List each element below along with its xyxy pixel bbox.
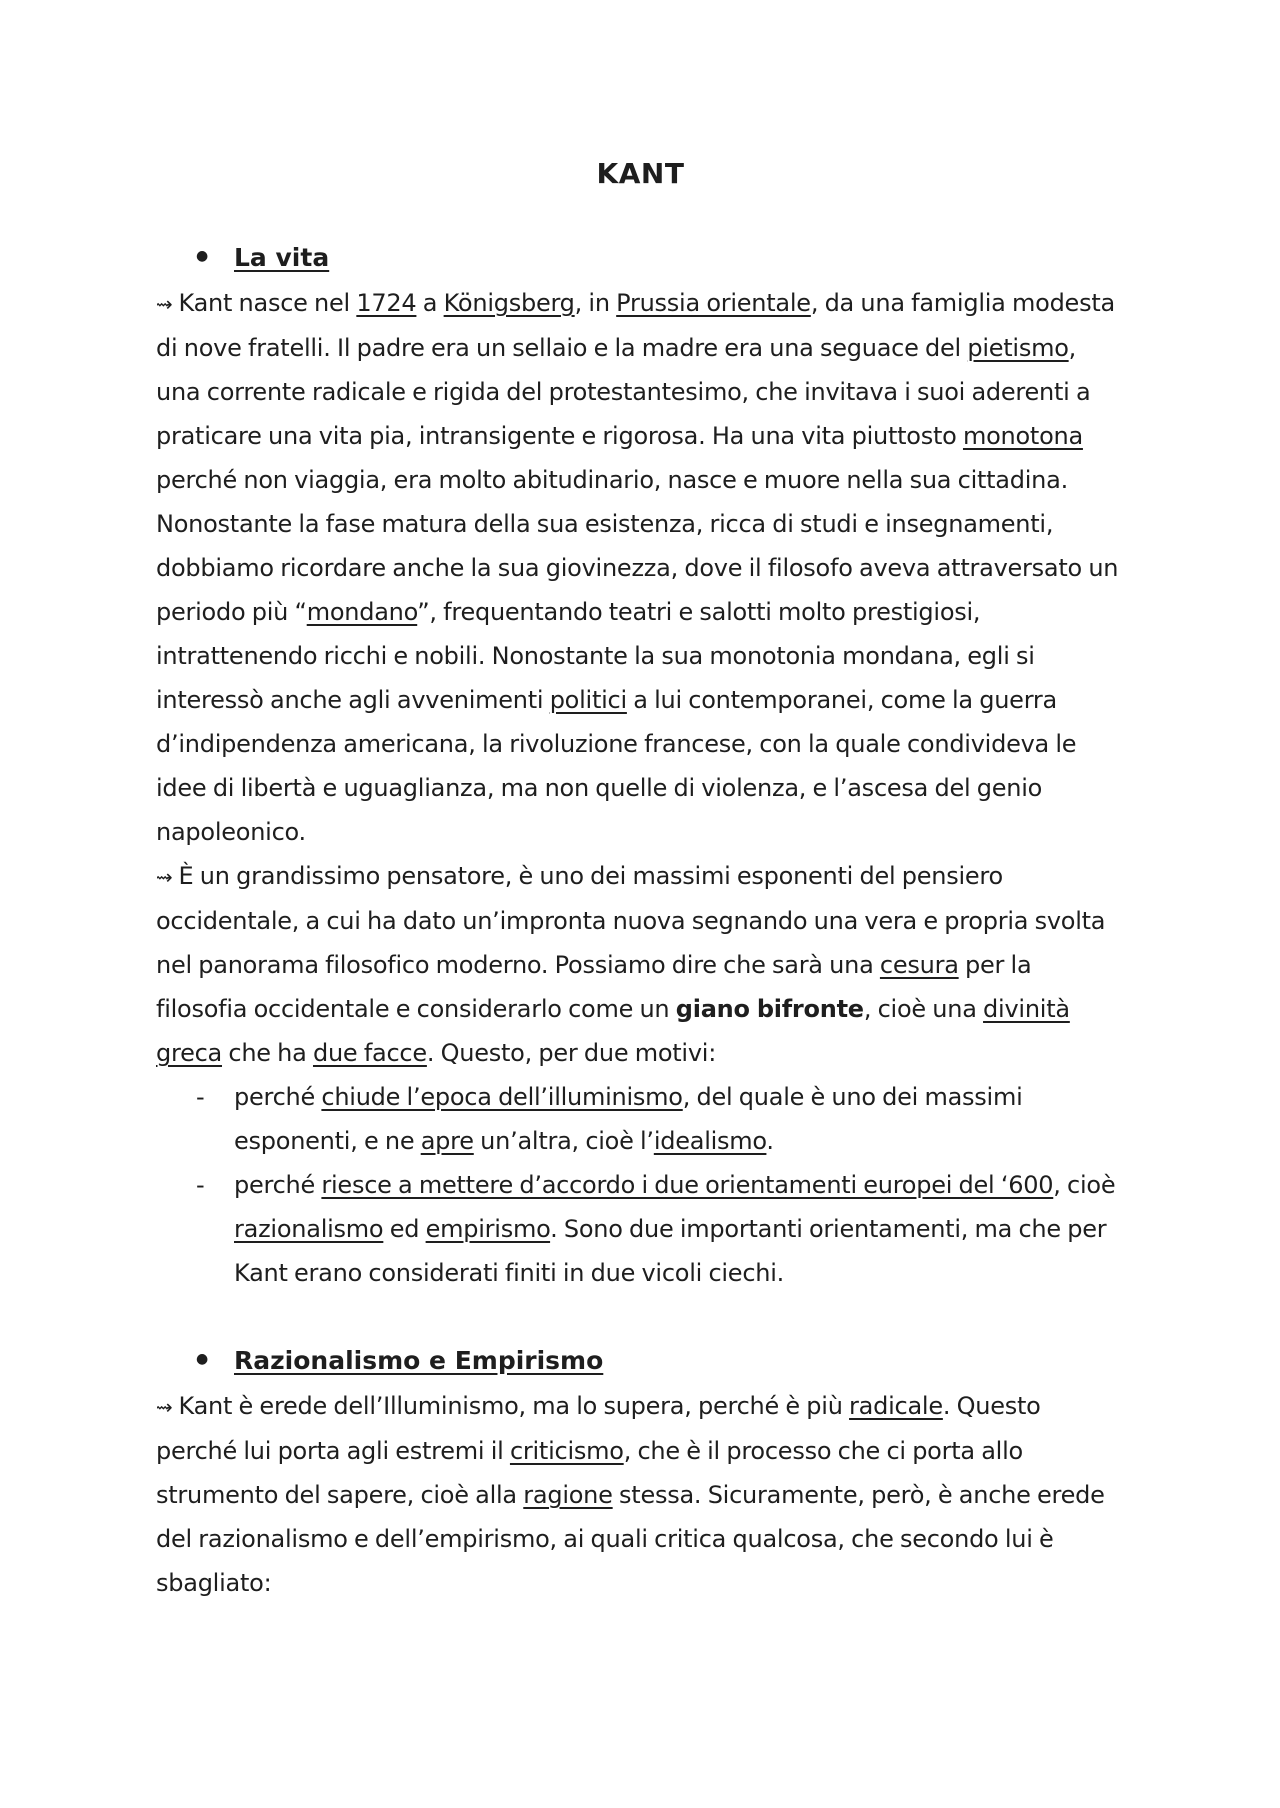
spacer: [156, 1295, 1125, 1339]
arrow-icon: ⇝: [156, 1395, 173, 1419]
text-run: perché non viaggia, era molto abitudinario, nasce e muore nella sua cittadina. Nonostante la fase matura della sua esistenza, ricca di studi e insegnamenti, dobbiamo ricordare anche la sua giovinezza, dove il filosofo aveva attraversato un periodo più “: [156, 466, 1119, 626]
underlined-text: radicale: [849, 1392, 943, 1420]
text-run: a lui contemporanei, come la guerra d’indipendenza americana, la rivoluzione francese, con la quale condivideva le idee di libertà e uguaglianza, ma non quelle di violenza, e l’ascesa del genio napoleonico.: [156, 686, 1077, 846]
list-item: [156, 1075, 1125, 1163]
bold-text: giano bifronte: [675, 995, 864, 1023]
text-run: ”, frequentando teatri e salotti molto prestigiosi, intrattenendo ricchi e nobili. Nonostante la sua monotonia mondana, egli si interessò anche agli avvenimenti: [156, 598, 1035, 714]
underlined-text: divinità greca: [156, 995, 1070, 1067]
underlined-text: cesura: [879, 951, 959, 979]
text-run: , cioè una: [863, 995, 984, 1023]
arrow-icon: ⇝: [156, 865, 173, 889]
text-run: Kant è erede dell’Illuminismo, ma lo supera, perché è più: [178, 1392, 850, 1420]
underlined-text: razionalismo: [234, 1215, 384, 1243]
text-run: a: [416, 289, 444, 317]
bullet-icon: ●: [196, 1351, 209, 1367]
underlined-text: empirismo: [425, 1215, 551, 1243]
text-run: . Questo perché lui porta agli estremi il: [156, 1392, 1041, 1465]
section-heading-la-vita: [156, 236, 1125, 281]
dash-icon: -: [196, 1171, 205, 1199]
underlined-text: chiude l’epoca dell’illuminismo: [321, 1083, 683, 1111]
text-run: . Questo, per due motivi:: [426, 1039, 717, 1067]
section-heading-text: Razionalismo e Empirismo: [234, 1346, 604, 1375]
underlined-text: ragione: [523, 1481, 613, 1509]
text-run: .: [766, 1127, 774, 1155]
underlined-text: idealismo: [653, 1127, 767, 1155]
underlined-text: mondano: [306, 598, 418, 626]
text-run: , del quale è uno dei massimi esponenti, e ne: [234, 1083, 1023, 1155]
paragraph: [156, 281, 1125, 854]
text-run: stessa. Sicuramente, però, è anche erede del razionalismo e dell’empirismo, ai quali critica qualcosa, che secondo lui è sbagliato:: [156, 1481, 1105, 1597]
section-heading-razionalismo-empirismo: [156, 1339, 1125, 1384]
bullet-icon: ●: [196, 248, 209, 264]
text-run: un’altra, cioè l’: [473, 1127, 654, 1155]
underlined-text: 1724: [356, 289, 417, 317]
text-run: , da una famiglia modesta di nove fratelli. Il padre era un sellaio e la madre era una seguace del: [156, 289, 1115, 362]
text-run: È un grandissimo pensatore, è uno dei massimi esponenti del pensiero occidentale, a cui ha dato un’impronta nuova segnando una vera e propria svolta nel panorama filosofico moderno. Possiamo dire che sarà una: [156, 862, 1106, 979]
underlined-text: riesce a mettere d’accordo i due orientamenti europei del ‘600: [321, 1171, 1054, 1199]
text-run: ed: [383, 1215, 426, 1243]
underlined-text: criticismo: [509, 1437, 624, 1465]
text-run: , in: [574, 289, 617, 317]
text-run: per la filosofia occidentale e considerarlo come un: [156, 951, 1032, 1023]
text-run: , che è il processo che ci porta allo strumento del sapere, cioè alla: [156, 1437, 1023, 1509]
text-run: . Sono due importanti orientamenti, ma che per Kant erano considerati finiti in due vicoli ciechi.: [234, 1215, 1107, 1287]
underlined-text: Königsberg: [443, 289, 575, 317]
text-run: che ha: [222, 1039, 313, 1067]
underlined-text: due facce: [312, 1039, 427, 1067]
underlined-text: politici: [549, 686, 627, 714]
underlined-text: monotona: [962, 422, 1083, 450]
text-run: perché: [234, 1171, 322, 1199]
list-item: [156, 1163, 1125, 1295]
dash-icon: -: [196, 1083, 205, 1111]
paragraph: [156, 1384, 1125, 1605]
underlined-text: pietismo: [967, 334, 1069, 362]
page-title: KANT: [596, 157, 685, 190]
underlined-text: apre: [420, 1127, 474, 1155]
text-run: , una corrente radicale e rigida del protestantesimo, che invitava i suoi aderenti a praticare una vita pia, intransigente e rigorosa. Ha una vita piuttosto: [156, 334, 1091, 450]
arrow-icon: ⇝: [156, 292, 173, 316]
underlined-text: Prussia orientale: [616, 289, 811, 317]
section-heading-text: La vita: [234, 243, 330, 272]
text-run: Kant nasce nel: [178, 289, 357, 317]
dash-list: [156, 1075, 1125, 1295]
paragraph: [156, 854, 1125, 1075]
text-run: perché: [234, 1083, 322, 1111]
text-run: , cioè: [1053, 1171, 1116, 1199]
